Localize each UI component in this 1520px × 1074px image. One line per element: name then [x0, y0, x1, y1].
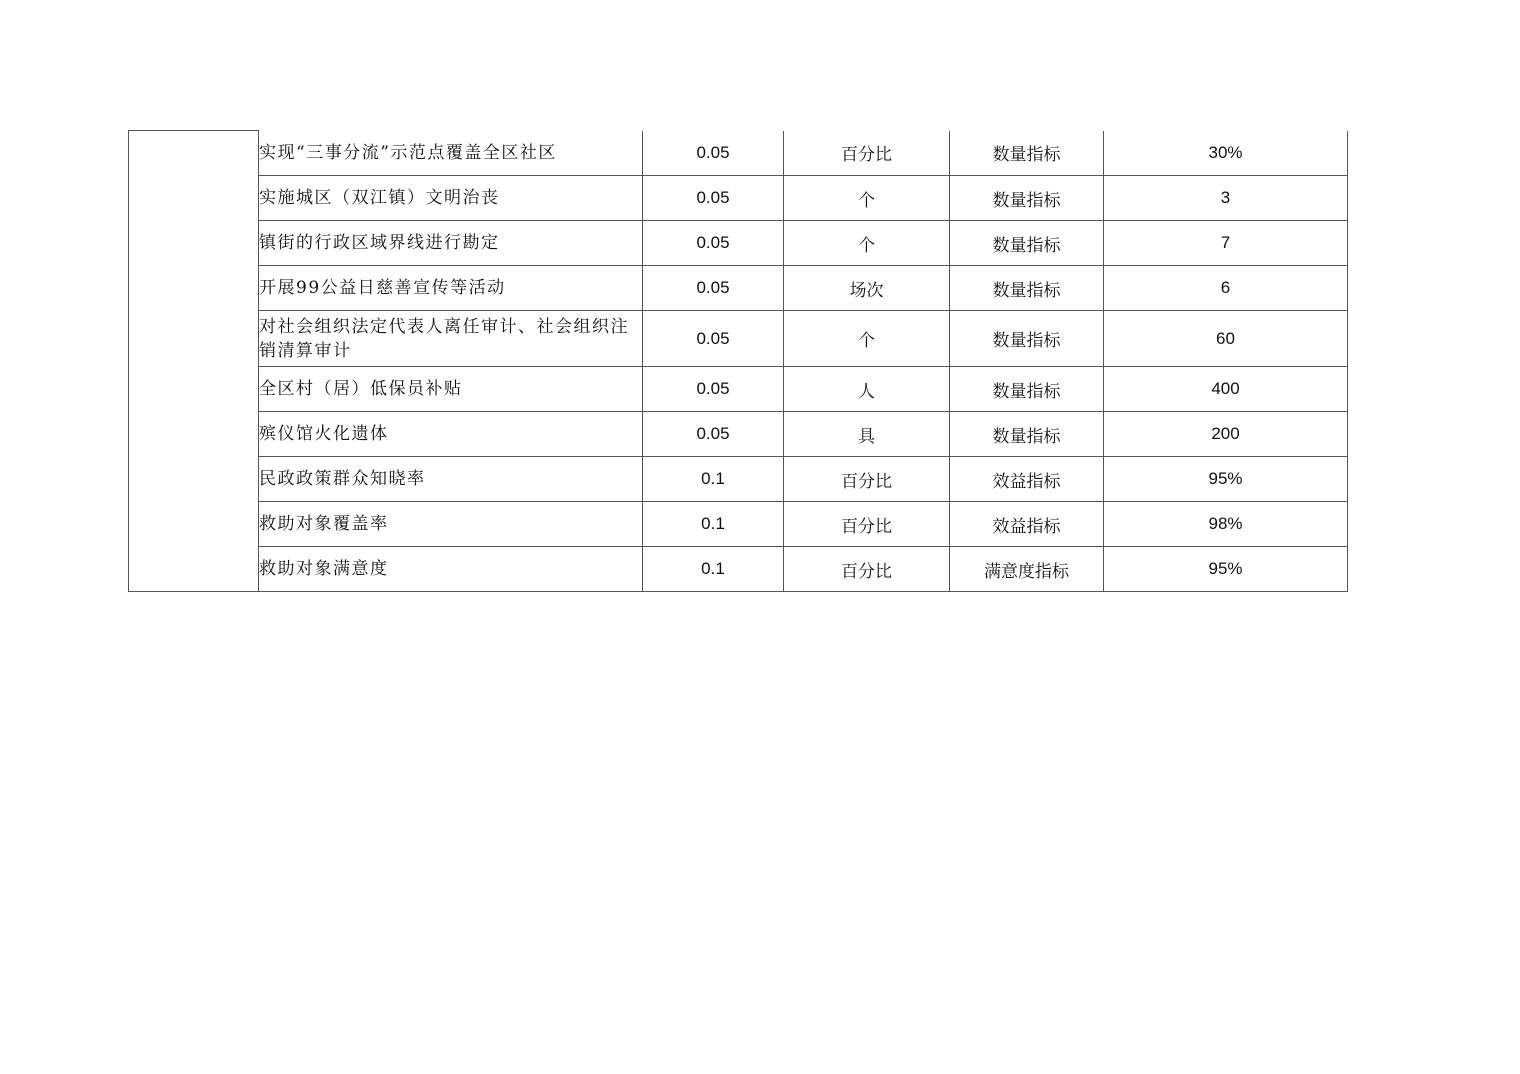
weight-cell: 0.05 [643, 367, 784, 412]
target-value-cell: 3 [1104, 176, 1348, 221]
weight-cell: 0.05 [643, 176, 784, 221]
table-row [129, 311, 1348, 367]
target-value-cell: 400 [1104, 367, 1348, 412]
target-value-cell: 95% [1104, 457, 1348, 502]
target-value-cell: 30% [1104, 131, 1348, 176]
target-value-cell: 98% [1104, 502, 1348, 547]
unit-cell: 具 [784, 412, 950, 457]
indicator-name-cell: 救助对象覆盖率 [259, 502, 643, 547]
indicator-type-cell: 数量指标 [950, 367, 1104, 412]
indicator-name-cell: 实施城区（双江镇）文明治丧 [259, 176, 643, 221]
target-value-cell: 200 [1104, 412, 1348, 457]
table-row [129, 131, 1348, 176]
unit-cell: 个 [784, 176, 950, 221]
target-value-cell: 7 [1104, 221, 1348, 266]
weight-cell: 0.05 [643, 131, 784, 176]
weight-cell: 0.05 [643, 311, 784, 367]
weight-cell: 0.1 [643, 547, 784, 592]
merged-blank-cell [129, 131, 259, 592]
table-row [129, 412, 1348, 457]
indicator-type-cell: 满意度指标 [950, 547, 1104, 592]
table-row [129, 367, 1348, 412]
weight-cell: 0.05 [643, 221, 784, 266]
indicator-name-cell: 民政政策群众知晓率 [259, 457, 643, 502]
indicator-type-cell: 数量指标 [950, 176, 1104, 221]
weight-cell: 0.1 [643, 502, 784, 547]
indicator-name-cell: 实现“三事分流”示范点覆盖全区社区 [259, 131, 643, 176]
unit-cell: 人 [784, 367, 950, 412]
indicator-name-cell: 对社会组织法定代表人离任审计、社会组织注销清算审计 [259, 311, 643, 367]
target-value-cell: 95% [1104, 547, 1348, 592]
unit-cell: 百分比 [784, 131, 950, 176]
weight-cell: 0.05 [643, 412, 784, 457]
unit-cell: 个 [784, 311, 950, 367]
table-row [129, 266, 1348, 311]
indicator-name-cell: 开展99公益日慈善宣传等活动 [259, 266, 643, 311]
indicator-name-cell: 救助对象满意度 [259, 547, 643, 592]
indicator-name-cell: 殡仪馆火化遗体 [259, 412, 643, 457]
table-row [129, 547, 1348, 592]
unit-cell: 场次 [784, 266, 950, 311]
unit-cell: 个 [784, 221, 950, 266]
indicator-type-cell: 数量指标 [950, 412, 1104, 457]
performance-indicator-table [128, 130, 1348, 592]
indicator-type-cell: 数量指标 [950, 311, 1104, 367]
target-value-cell: 60 [1104, 311, 1348, 367]
table-row [129, 502, 1348, 547]
indicator-type-cell: 数量指标 [950, 266, 1104, 311]
weight-cell: 0.1 [643, 457, 784, 502]
indicator-name-cell: 镇街的行政区域界线进行勘定 [259, 221, 643, 266]
unit-cell: 百分比 [784, 457, 950, 502]
indicator-type-cell: 效益指标 [950, 457, 1104, 502]
indicator-type-cell: 数量指标 [950, 221, 1104, 266]
indicator-type-cell: 效益指标 [950, 502, 1104, 547]
unit-cell: 百分比 [784, 547, 950, 592]
unit-cell: 百分比 [784, 502, 950, 547]
indicator-type-cell: 数量指标 [950, 131, 1104, 176]
table-row [129, 221, 1348, 266]
indicator-name-cell: 全区村（居）低保员补贴 [259, 367, 643, 412]
target-value-cell: 6 [1104, 266, 1348, 311]
weight-cell: 0.05 [643, 266, 784, 311]
table-row [129, 176, 1348, 221]
table-row [129, 457, 1348, 502]
